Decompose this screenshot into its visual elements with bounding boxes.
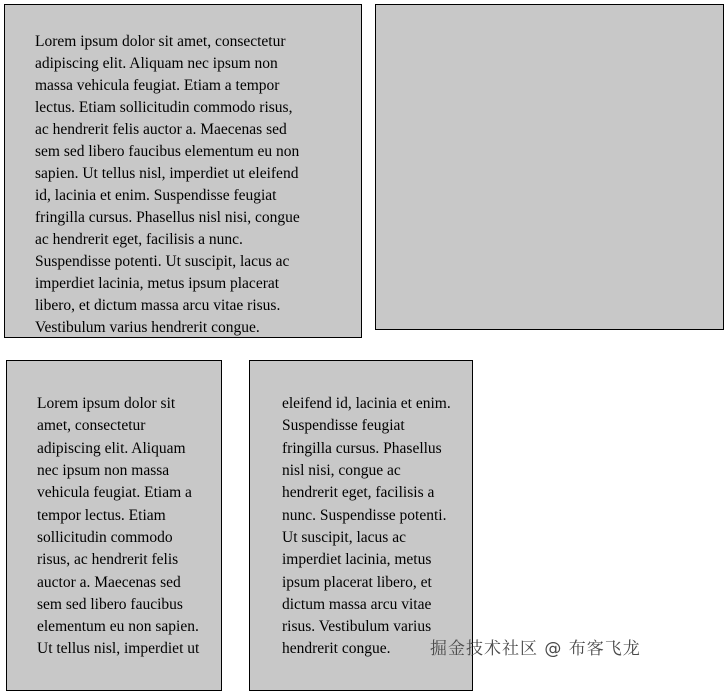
panel-text-bottom-middle: eleifend id, lacinia et enim. Suspendisse feugiat fringilla cursus. Phasellus nisl nisi, congue ac hendrerit eget, facilisis a nunc. Suspendisse potenti. Ut suscipit, lacus ac imperdiet lacinia, metus ipsum placerat libero, et dictum massa arcu vitae risus. Vestibulum varius hendrerit congue. [282,395,451,658]
empty-panel-top-right [375,4,724,330]
panel-text-top-left: Lorem ipsum dolor sit amet, consectetur adipiscing elit. Aliquam nec ipsum non massa vehicula feugiat. Etiam a tempor lectus. Etiam sollicitudin commodo risus, ac hendrerit felis auctor a. Maecenas sed sem sed libero faucibus elementum eu non sapien. Ut tellus nisl, imperdiet ut eleifend id, lacinia et enim. Suspendisse feugiat fringilla cursus. Phasellus nisl nisi, congue ac hendrerit eget, facilisis a nunc. Suspendisse potenti. Ut suscipit, lacus ac imperdiet lacinia, metus ipsum placerat libero, et dictum massa arcu vitae risus. Vestibulum varius hendrerit congue. [35,33,300,336]
text-panel-top-left [4,4,362,338]
panel-text-bottom-left: Lorem ipsum dolor sit amet, consectetur adipiscing elit. Aliquam nec ipsum non massa vehicula feugiat. Etiam a tempor lectus. Etiam sollicitudin commodo risus, ac hendrerit felis auctor a. Maecenas sed sem sed libero faucibus elementum eu non sapien. Ut tellus nisl, imperdiet ut [37,395,200,658]
watermark-label: 掘金技术社区 @ 布客飞龙 [430,639,641,659]
text-panel-bottom-left [6,360,222,691]
